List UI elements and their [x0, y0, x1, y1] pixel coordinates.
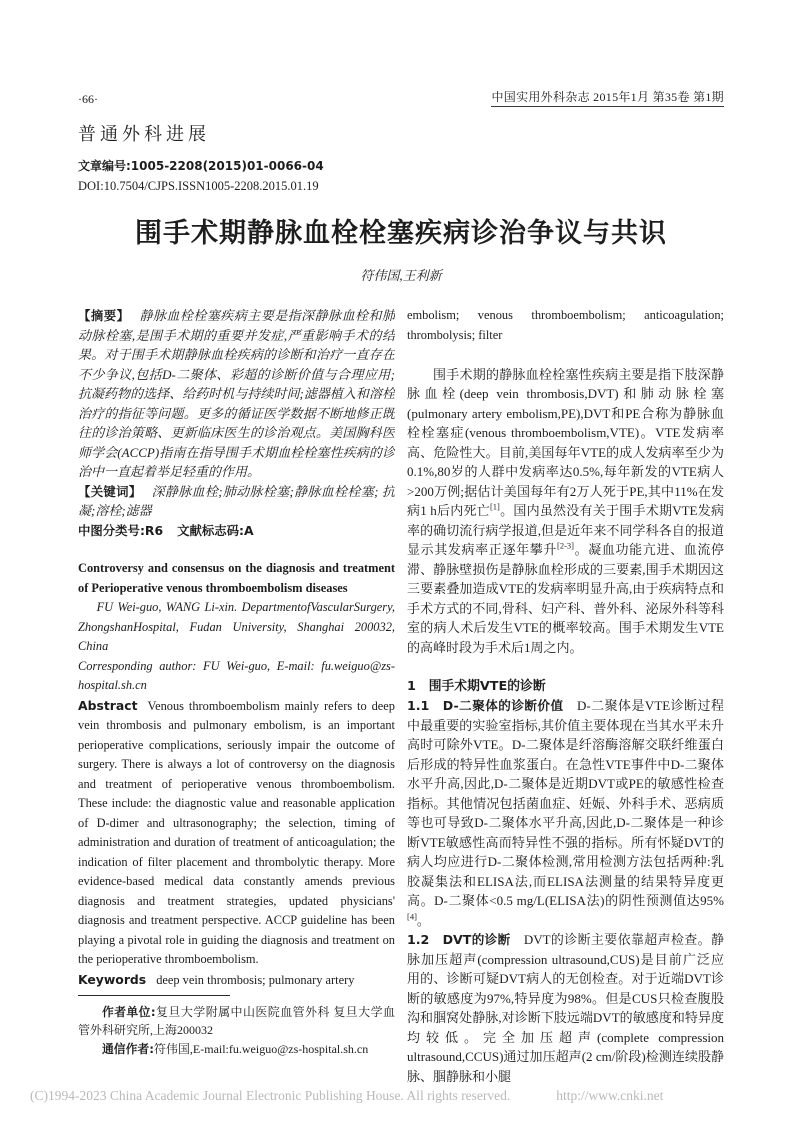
keywords-text: 深静脉血栓;肺动脉栓塞;静脉血栓栓塞; 抗凝;溶栓;滤器 [78, 483, 395, 518]
section-1-2-seg1: DVT的诊断主要依靠超声检查。静脉加压超声(compression ultrasound,CUS)是目前广泛应用的、诊断可疑DVT病人的无创检查。对于近端DVT诊断的敏感度为97%,特异度为98%。但是CUS只检查腹股沟和腘窝处静脉,对诊断下肢远端DVT的敏感度和特异度均较低。完全加压超声(complete compression ultrasound,CCUS)通过加压超声(2 cm/阶段)检测连续股静脉、腘静脉和小腿 [407, 932, 724, 1084]
copyright-text: (C)1994-2023 China Academic Journal Electronic Publishing House. All rights reserved. [30, 1088, 511, 1103]
affiliation-line [78, 1003, 395, 1040]
journal-column-name: 普通外科进展 [78, 124, 210, 144]
intro-seg3: 。凝血功能亢进、血流停滞、静脉壁损伤是静脉血栓形成的三要素,围手术期因这三要素叠加造成VTE的发病率明显升高,由于疾病特点和手术方式的不同,骨科、妇产科、普外科、泌尿外科等科室的病人术后发生VTE的概率较高。围手术期发生VTE的高峰时段为手术后1周之内。 [407, 542, 724, 655]
doi: DOI:10.7504/CJPS.ISSN1005-2208.2015.01.19 [78, 179, 319, 193]
paper-title: 围手术期静脉血栓栓塞疾病诊治争议与共识 [135, 218, 667, 248]
correspondent-label: 通信作者: [102, 1041, 154, 1056]
paper-authors: 符伟国,王利新 [360, 268, 442, 283]
english-authors: FU Wei-guo, WANG Li-xin. DepartmentofVascularSurgery, ZhongshanHospital, Fudan University, Shanghai 200032, China [78, 600, 395, 653]
keywords-label: 【关键词】 [78, 483, 142, 499]
citation-ref-2-3: [2-3] [557, 540, 574, 551]
english-keywords [78, 970, 395, 991]
cnki-url: http://www.cnki.net [556, 1088, 664, 1103]
left-column [78, 306, 395, 1058]
running-head [78, 88, 724, 107]
intro-seg2: 。国内虽然没有关于围手术期VTE发病率的确切流行病学报道,但是近年来不同学科各自的报道显示其发病率正逐年攀升 [407, 503, 724, 557]
affiliation-text: 复旦大学附属中山医院血管外科 复旦大学血管外科研究所,上海200032 [78, 1004, 395, 1037]
journal-citation: 中国实用外科杂志 2015年1月 第35卷 第1期 [491, 88, 724, 107]
correspondent-text: 符伟国,E-mail:fu.weiguo@zs-hospital.sh.cn [153, 1041, 369, 1056]
section-1-1-paragraph [407, 696, 724, 930]
keywords-cn [78, 482, 395, 521]
cnki-copyright-footer [30, 1088, 663, 1104]
section-1-1-lead: 1.1 D-二聚体的诊断价值 [407, 698, 564, 713]
footnote-rule [78, 995, 230, 996]
section-1-1-seg1: D-二聚体是VTE诊断过程中最重要的实验室指标,其价值主要体现在当其水平未升高时可除外VTE。D-二聚体是纤溶酶溶解交联纤维蛋白后形成的特异性血浆蛋白。在急性VTE事件中D-二聚体水平升高,因此,D-二聚体是近期DVT或PE的敏感性检查指标。其他情况包括菌血症、妊娠、外科手术、恶病质等也可导致D-二聚体水平升高,因此,D-二聚体是一种诊断VTE敏感性高而特异性不强的指标。所有怀疑DVT的病人均应进行D-二聚体检测,常用检测方法包括两种:乳胶凝集法和ELISA法,而ELISA法测量的结果特异度更高。D-二聚体<0.5 mg/L(ELISA法)的阴性预测值达95% [407, 698, 724, 908]
english-abstract [78, 696, 395, 970]
two-column-body [78, 306, 724, 1086]
author-footnote [78, 995, 395, 1059]
correspondent-line [78, 1040, 395, 1059]
section-1-2-paragraph [407, 930, 724, 1086]
article-id: 文章编号:1005-2208(2015)01-0066-04 [78, 159, 324, 173]
section-1-heading: 1 围手术期VTE的诊断 [407, 678, 546, 694]
english-abstract-label: Abstract [78, 697, 138, 713]
corresponding-author: Corresponding author: FU Wei-guo, E-mail: fu.weiguo@zs-hospital.sh.cn [78, 658, 395, 692]
citation-ref-4: [4] [407, 911, 417, 922]
section-1-2-lead: 1.2 DVT的诊断 [407, 932, 511, 947]
intro-paragraph [407, 365, 724, 658]
classification-line [78, 521, 395, 541]
citation-ref-1: [1] [489, 501, 500, 512]
english-keywords-continued: embolism; venous thromboembolism; anticoagulation; thrombolysis; filter [407, 308, 724, 342]
english-abstract-text: Venous thromboembolism mainly refers to deep vein thrombosis and pulmonary embolism, is an important perioperative complications, seriously impair the outcome of surgery. There is always a lot of controversy on the diagnosis and treatment of perioperative venous thromboembolism. These include: the diagnostic value and reasonable application of D-dimer and ultrasonography; the selection, timing of administration and duration of treatment of anticoagulation; the indication of filter placement and thrombolytic therapy. More evidence-based medical data constantly amends previous diagnosis and treatment strategies, updated physicians' diagnosis and treatment perspective. ACCP guideline has been playing a pivotal role in guiding the diagnosis and treatment on the perioperative thromboembolism. [78, 698, 395, 966]
page-number: ·66· [78, 92, 98, 106]
right-column [407, 306, 724, 1086]
abstract-text: 静脉血栓栓塞疾病主要是指深静脉血栓和肺动脉栓塞,是围手术期的重要并发症,严重影响手术的结果。对于围手术期静脉血栓疾病的诊断和治疗一直存在不少争议,包括D-二聚体、彩超的诊断价值与合理应用;抗凝药物的选择、给药时机与持续时间;滤器植入和溶栓治疗的指征等问题。更多的循证医学数据不断地修正既往的诊治策略、更新临床医生的诊治观点。美国胸科医师学会(ACCP)指南在指导围手术期血栓栓塞性疾病的诊治中一直起着举足轻重的作用。 [78, 308, 395, 479]
document-code: 文献标志码:A [177, 522, 254, 538]
affiliation-label: 作者单位: [102, 1004, 156, 1019]
abstract-cn [78, 306, 395, 482]
section-1-1-seg2: 。 [416, 912, 430, 928]
clc-number: 中图分类号:R6 [78, 522, 164, 538]
intro-seg1: 围手术期的静脉血栓栓塞性疾病主要是指下肢深静脉血栓(deep vein thrombosis,DVT)和肺动脉栓塞(pulmonary artery embolism,PE),DVT和PE合称为静脉血栓栓塞症(venous thromboembolism,VTE)。VTE发病率高、危险性大。目前,美国每年VTE的成人发病率至少为0.1%,80岁的人群中发病率达0.5%,每年新发的VTE病人>200万例;据估计美国每年有2万人死于PE,其中11%在发病1 h后内死亡 [407, 366, 724, 518]
abstract-label: 【摘要】 [78, 308, 130, 323]
english-keywords-label: Keywords [78, 971, 147, 987]
english-keywords-text: deep vein thrombosis; pulmonary artery [156, 972, 355, 987]
english-title: Controversy and consensus on the diagnosis and treatment of Perioperative venous thromboembolism diseases [78, 561, 395, 595]
